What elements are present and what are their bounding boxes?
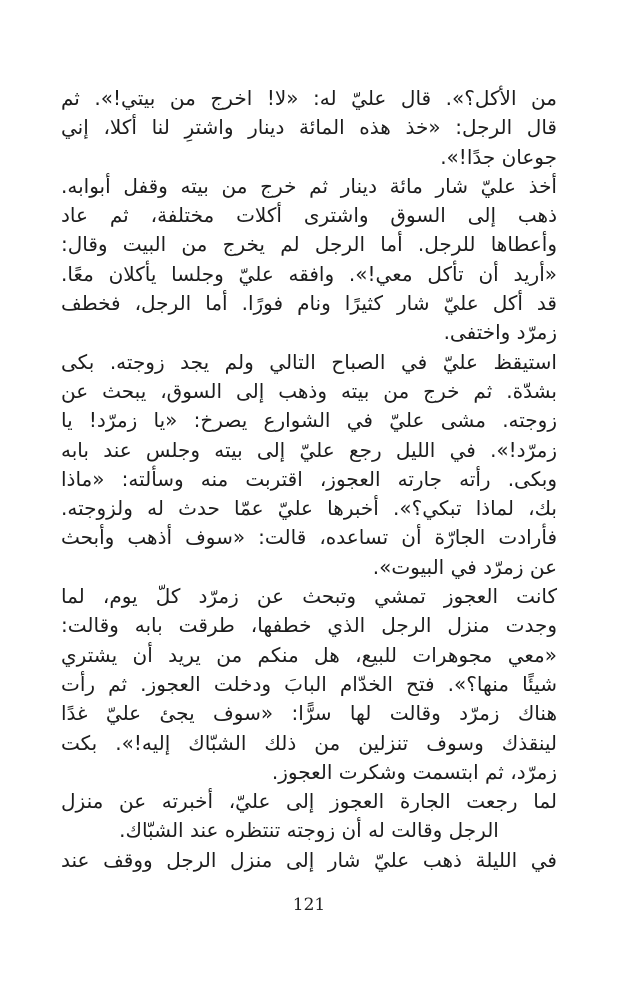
text-line: ذهب إلى السوق واشترى أكلات مختلفة، ثم عاد — [61, 203, 557, 228]
text-line: زمرّد!». في الليل رجع عليّ إلى بيته وجلس عند بابه — [61, 437, 557, 462]
text-line: من الأكل؟». قال عليّ له: «لا! اخرج من بيتي!». ثم — [61, 86, 557, 110]
text-line: هناك زمرّد وقالت لها سرًّا: «سوف يجئ عليّ غدًا — [61, 701, 557, 726]
text-line: كانت العجوز تمشي وتبحث عن زمرّد كلّ يوم، لما — [61, 584, 557, 609]
text-line: وأعطاها للرجل. أما الرجل لم يخرج من البيت وقال: — [61, 232, 557, 257]
text-line: أخذ عليّ شار مائة دينار ثم خرج من بيته وقفل أبوابه. — [61, 173, 557, 198]
text-line: لينقذك وسوف تنزلين من ذلك الشبّاك إليه!». بكت — [61, 730, 557, 755]
text-line: الرجل وقالت له أن زوجته تنتظره عند الشبّاك. — [119, 818, 499, 843]
text-line: وجدت منزل الرجل الذي خطفها، طرقت بابه وقالت: — [61, 613, 557, 638]
text-line: فأرادت الجارّة أن تساعده، قالت: «سوف أذهب وأبحث — [61, 525, 557, 550]
text-line: عن زمرّد في البيوت». — [372, 554, 557, 579]
text-line: زمرّد، ثم ابتسمت وشكرت العجوز. — [271, 759, 557, 784]
text-line: بشدّة. ثم خرج من بيته وذهب إلى السوق، يبحث عن — [61, 378, 557, 403]
text-line: استيقظ عليّ في الصباح التالي ولم يجد زوجته. بكى — [61, 349, 557, 374]
text-line: شيئًا منها؟». فتح الخدّام البابَ ودخلت العجوز. ثم رأت — [61, 671, 557, 696]
text-line: «أريد أن تأكل معي!». وافقه عليّ وجلسا يأكلان معًا. — [61, 261, 557, 286]
text-line: جوعان جدًا!». — [440, 144, 557, 169]
text-line: زوجته. مشى عليّ في الشوارع يصرخ: «يا زمرّد! يا — [61, 408, 557, 433]
page-number: 121 — [292, 895, 326, 915]
text-line: وبكى. رأته جارته العجوز، اقتربت منه وسألته: «ماذا — [61, 466, 557, 491]
text-line: «معي مجوهرات للبيع، هل منكم من يريد أن يشتري — [61, 642, 557, 667]
text-line: قد أكل عليّ شار كثيرًا ونام فورًا. أما الرجل، فخطف — [61, 291, 557, 316]
text-block — [61, 84, 557, 875]
text-line: بك، لماذا تبكي؟». أخبرها عليّ عمّا حدث له ولزوجته. — [61, 496, 557, 521]
text-line: قال الرجل: «خذ هذه المائة دينار واشترِ لنا أكلا، إني — [61, 115, 557, 140]
text-line: زمرّد واختفى. — [443, 320, 557, 345]
text-line: لما رجعت الجارة العجوز إلى عليّ، أخبرته عن منزل — [61, 789, 557, 814]
text-line: في الليلة ذهب عليّ شار إلى منزل الرجل ووقف عند — [61, 847, 557, 872]
